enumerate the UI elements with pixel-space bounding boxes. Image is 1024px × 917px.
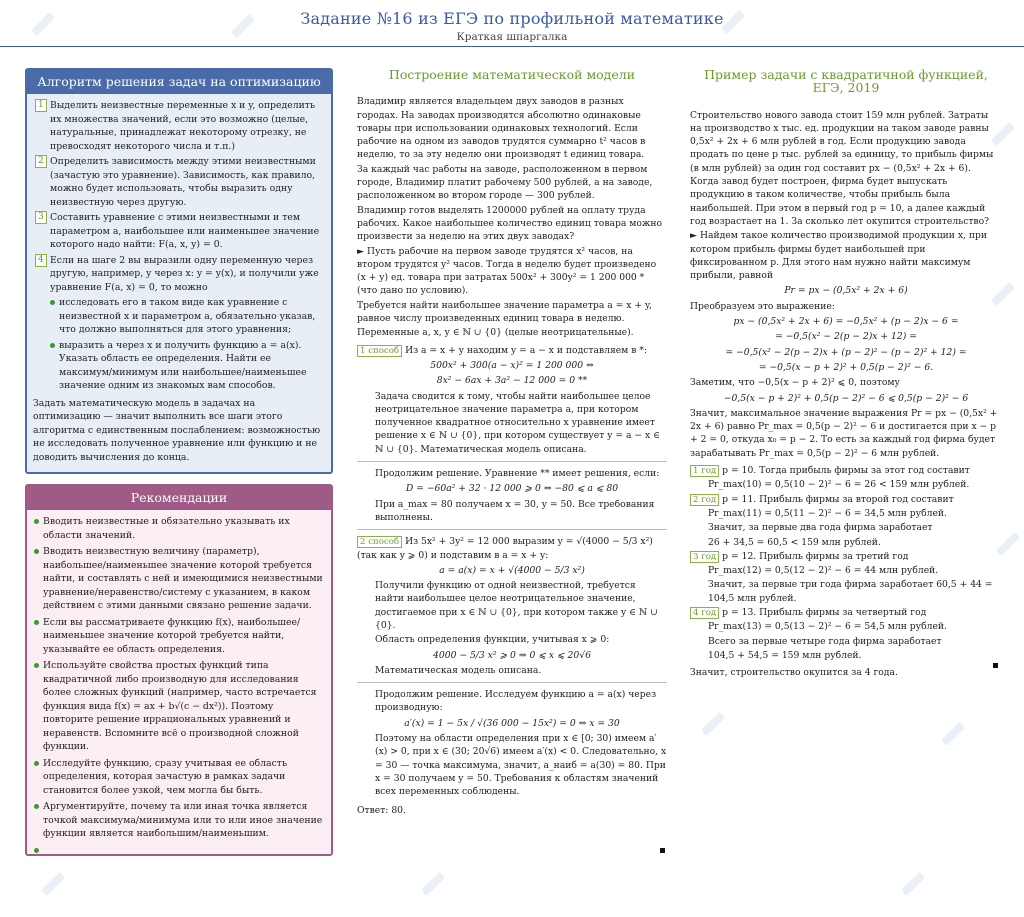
method-two (357, 535, 667, 562)
algorithm-step (33, 155, 325, 209)
bullet-icon (34, 761, 39, 766)
paragraph: Продолжим решение. Исследуем функцию a = a(x) через производную: (375, 689, 657, 714)
example-title: Пример задачи с квадратичной функцией, ЕГЭ, 2019 (704, 67, 988, 96)
header-divider (0, 46, 1024, 47)
divider (357, 461, 667, 462)
watermark-icon (941, 722, 965, 746)
recommendations-title: Рекомендации (27, 486, 331, 510)
paragraph: Получили функцию от одной неизвестной, требуется найти наибольшее целое неотрицательное значение, достигаемое при x ∈ ℕ ∪ {0}, при котором также y ∈ ℕ ∪ {0}. (375, 580, 658, 631)
recommendation-item (33, 616, 325, 657)
bullet-icon (34, 549, 39, 554)
equation: = −0,5(x² − 2(p − 2)x + (p − 2)² − (p − 2)² + 12) = (725, 346, 967, 358)
step-number: 1 (35, 99, 47, 112)
substep-text: выразить a через x и получить функцию a = a(x). Указать область ее определения. Найти ее максимум/минимум или наибольшее/наименьшее значение одним из знакомых вам способов. (59, 339, 307, 391)
equation: px − (0,5x² + 2x + 6) = −0,5x² + (p − 2)x − 6 = (733, 316, 959, 328)
paragraph: Поэтому на области определения при x ∈ [0; 30) имеем a′(x) > 0, при x ∈ (30; 20√6) имеем a′(x) < 0. Следовательно, x = 30 — точка максимума, значит, a_наиб = a(30) = 80. При x = 30 получаем y = 50. Требования к областям значений всех переменных соблюдены. (375, 733, 667, 798)
method-one (357, 344, 667, 357)
year-line: Pr_max(11) = 0,5(11 − 2)² − 6 = 34,5 млн рублей. (708, 507, 947, 519)
year-line: Значит, за первые три года фирма заработает 60,5 + 44 = 104,5 млн рублей. (708, 579, 993, 604)
algorithm-step (33, 211, 325, 252)
recommendation-text: Исследуйте функцию, сразу учитывая ее область определения, которая зачастую в рамках задачи становится более узкой, чем могла бы быть. (43, 757, 288, 796)
year-tag: 3 год (690, 551, 719, 563)
year-text: p = 12. Прибыль фирмы за третий год (722, 550, 909, 562)
paragraph: Переменные a, x, y ∈ ℕ ∪ {0} (целые неотрицательные). (357, 327, 634, 339)
year-line: Pr_max(13) = 0,5(13 − 2)² − 6 = 54,5 млн рублей. (708, 621, 947, 633)
paragraph: Требуется найти наибольшее значение параметра a = x + y, равное числу произведенных единиц товара в неделю. (357, 299, 652, 325)
recommendation-item (33, 800, 325, 841)
bullet-icon (34, 620, 39, 625)
paragraph: ► Пусть рабочие на первом заводе трудятся x² часов, на втором трудятся y² часов. Тогда в неделю будет произведено (x + y) ед. товара при затратах 500x² + 300y² = 1 200 000 * (что дано по условию). (357, 245, 657, 297)
recommendation-text: Аргументируйте, почему та или иная точка является точкой максимума/минимума или то или иное значение функции является наибольшим/наименьшим. (43, 801, 323, 839)
method-text: Из 5x² + 3y² = 12 000 выразим y = √(4000 − 5/3 x²) (так как y ⩾ 0) и подставим в a = x + y: (357, 536, 653, 561)
step-text: Выделить неизвестные переменные x и y, определить их множества значений, если это возможно (целые, натуральные, принадлежат некоторому отрезку, не превосходят некоторого числа и т.п.) (50, 100, 316, 152)
year-line: Pr_max(12) = 0,5(12 − 2)² − 6 = 44 млн рублей. (708, 565, 939, 577)
step-text: Составить уравнение с этими неизвестными и тем параметром a, наибольшее или наименьшее значение которого надо найти: F(a, x, y) = 0. (50, 212, 320, 250)
algorithm-title: Алгоритм решения задач на оптимизацию (27, 70, 331, 94)
year-block (690, 550, 1002, 563)
paragraph: Преобразуем это выражение: (690, 300, 835, 312)
paragraph: Задача сводится к тому, чтобы найти наибольшее целое неотрицательное значение параметра a, при котором полученное квадратное относительно x уравнение имеет решение x ∈ ℕ ∪ {0}, при котором существует y = a − x ∈ ℕ ∪ {0}. Математическая модель описана. (375, 390, 660, 455)
equation: D = −60a² + 32 · 12 000 ⩾ 0 ⇔ −80 ⩽ a ⩽ 80 (405, 483, 619, 495)
bullet-icon (34, 848, 39, 853)
year-tag: 2 год (690, 494, 719, 506)
year-text: p = 10. Тогда прибыль фирмы за этот год составит (722, 465, 970, 477)
year-block (690, 464, 1002, 477)
year-block (690, 493, 1002, 506)
substep-text: исследовать его в таком виде как уравнение с неизвестной x и параметром a, обязательно указав, что должно выполняться для этого уравнения; (59, 297, 316, 335)
recommendation-text: Если вы рассматриваете функцию f(x), наибольшее/наименьшее значение которой требуется найти, указывайте ее область определения. (43, 616, 301, 655)
step-text: Если на шаге 2 вы выразили одну переменную через другую, например, y через x: y = y(x), и получили уже уравнение F(a, x) = 0, то можно (50, 254, 319, 293)
page-title: Задание №16 из ЕГЭ по профильной математике (300, 9, 724, 28)
recommendation-text: Используйте свойства простых функций типа квадратичной либо производную для исследования более сложных функций (например, часто встречается функция вида f(x) = ax + b√(c − dx²)). Поэтому повторите решение иррациональных уравнений и неравенств. Вспомните всё о производной сложной функции. (43, 660, 317, 752)
bullet-icon (50, 343, 55, 348)
step-text: Определить зависимость между этими неизвестными (зачастую это уравнение). Зависимость, как правило, можно будет использовать, чтобы выразить одну неизвестную через другую. (50, 156, 316, 208)
recommendation-text: Вводить неизвестную величину (параметр), наибольшее/наименьшее значение которой требуется найти, и составлять с ней и имеющимися неизвестными уравнение/неравенство/систему с указанием, в каком действием с этими данными связано решение задачи. (43, 546, 323, 611)
paragraph: Значит, максимальное значение выражения Pr = px − (0,5x² + 2x + 6) равно Pr_max = 0,5(p − 2)² − 6 и достигается при x − p + 2 = 0, откуда x₀ = p − 2. То есть за каждый год фирма будет зарабатывать Pr_max = 0,5(p − 2)² − 6 млн рублей. (690, 407, 998, 459)
answer: Ответ: 80. (357, 804, 406, 816)
watermark-icon (41, 872, 65, 896)
year-line: 104,5 + 54,5 = 159 млн рублей. (708, 649, 862, 661)
step-number: 2 (35, 155, 47, 168)
answer: Значит, строительство окупится за 4 года. (690, 667, 898, 679)
bullet-icon (34, 519, 39, 524)
paragraph: При a_max = 80 получаем x = 30, y = 50. Все требования выполнены. (375, 498, 655, 523)
year-text: p = 13. Прибыль фирмы за четвертый год (722, 606, 927, 618)
paragraph: Строительство нового завода стоит 159 млн рублей. Затраты на производство x тыс. ед. продукции на таком заводе равны 0,5x² + 2x + 6 млн рублей в год. Если продукцию завода продать по цене p тыс. рублей за единицу, то прибыль фирмы (в млн рублей) за один год составит px − (0,5x² + 2x + 6). Когда завод будет построен, фирма будет выпускать продукцию в таком количестве, чтобы прибыль была наибольшей. При этом в первый год p = 10, а далее каждый год возрастает на 1. За сколько лет окупится строительство? (690, 109, 994, 227)
paragraph: За каждый час работы на заводе, расположенном в первом городе, Владимир платит рабочему 500 рублей, а на заводе, расположенном во втором городе — 300 рублей. (357, 163, 653, 202)
algorithm-note: Задать математическую модель в задачах на оптимизацию — значит выполнить все шаги этого алгоритма с единственным послаблением: возможностью не исследовать полученное уравнение или функцию и не доводить вычисления до конца. (33, 397, 321, 463)
example-column (690, 68, 1002, 680)
page-header (0, 0, 1024, 46)
recommendation-item (33, 545, 325, 613)
year-line: 26 + 34,5 = 60,5 < 159 млн рублей. (708, 536, 881, 548)
divider (357, 682, 667, 683)
equation: −0,5(x − p + 2)² + 0,5(p − 2)² − 6 ⩽ 0,5(p − 2)² − 6 (723, 392, 969, 404)
watermark-icon (421, 872, 445, 896)
step-number: 3 (35, 211, 47, 224)
divider (357, 529, 667, 530)
recommendation-item (33, 757, 325, 798)
recommendation-text: Вводить неизвестные и обязательно указывать их области значений. (43, 516, 290, 541)
method-tag: 2 способ (357, 536, 402, 548)
equation: = −0,5(x² − 2(p − 2)x + 12) = (775, 331, 917, 343)
year-line: Значит, за первые два года фирма заработает (708, 522, 933, 534)
recommendations-box (25, 484, 333, 856)
page-subtitle: Краткая шпаргалка (456, 31, 568, 43)
equation: 4000 − 5/3 x² ⩾ 0 ⇒ 0 ⩽ x ⩽ 20√6 (433, 649, 591, 661)
year-block (690, 606, 1002, 619)
recommendation-item (33, 659, 325, 754)
end-mark (660, 848, 665, 853)
end-mark (993, 663, 998, 668)
year-text: p = 11. Прибыль фирмы за второй год составит (722, 493, 954, 505)
equation: 8x² − 6ax + 3a² − 12 000 = 0 ** (436, 375, 588, 387)
algorithm-step (33, 254, 325, 295)
paragraph: Математическая модель описана. (375, 664, 542, 676)
equation: = −0,5(x − p + 2)² + 0,5(p − 2)² − 6. (758, 361, 934, 373)
bullet-icon (34, 663, 39, 668)
year-line: Pr_max(10) = 0,5(10 − 2)² − 6 = 26 < 159 млн рублей. (708, 479, 970, 491)
year-tag: 4 год (690, 607, 719, 619)
algorithm-substep (33, 296, 325, 337)
watermark-icon (901, 872, 925, 896)
algorithm-step (33, 99, 325, 153)
year-tag: 1 год (690, 465, 719, 477)
step-number: 4 (35, 254, 47, 267)
equation: Pr = px − (0,5x² + 2x + 6) (784, 285, 908, 297)
method-text: Из a = x + y находим y = a − x и подставляем в *: (405, 344, 648, 356)
recommendation-item (33, 844, 325, 857)
equation: a = a(x) = x + √(4000 − 5/3 x²) (439, 564, 585, 576)
paragraph: Продолжим решение. Уравнение ** имеет решения, если: (375, 468, 660, 480)
method-tag: 1 способ (357, 345, 402, 357)
year-line: Всего за первые четыре года фирма заработает (708, 635, 942, 647)
recommendation-item (33, 515, 325, 542)
model-column (357, 68, 667, 818)
paragraph: ► Найдем такое количество производимой продукции x, при котором прибыль фирмы будет наибольшей при фиксированном p. Для этого нам нужно найти максимум прибыли, равной (690, 230, 987, 282)
algorithm-substep (33, 339, 325, 393)
model-title: Построение математической модели (388, 67, 636, 82)
bullet-icon (34, 804, 39, 809)
algorithm-box (25, 68, 333, 474)
bullet-icon (50, 300, 55, 305)
equation: 500x² + 300(a − x)² = 1 200 000 ⇔ (430, 359, 594, 371)
equation: a′(x) = 1 − 5x / √(36 000 − 15x²) = 0 ⇒ x = 30 (404, 717, 620, 729)
paragraph: Заметим, что −0,5(x − p + 2)² ⩽ 0, поэтому (690, 377, 900, 389)
watermark-icon (701, 712, 725, 736)
paragraph: Владимир является владельцем двух заводов в разных городах. На заводах производятся абсолютно одинаковые товары при использовании одинаковых технологий. Если рабочие на одном из заводов трудятся суммарно t² часов в неделю, то за эту неделю они производят t единиц товара. (357, 96, 646, 161)
paragraph: Владимир готов выделять 1200000 рублей на оплату труда рабочих. Какое наибольшее количество единиц товара можно произвести за неделю на этих двух заводах? (357, 204, 663, 243)
paragraph: Область определения функции, учитывая x ⩾ 0: (375, 634, 610, 646)
